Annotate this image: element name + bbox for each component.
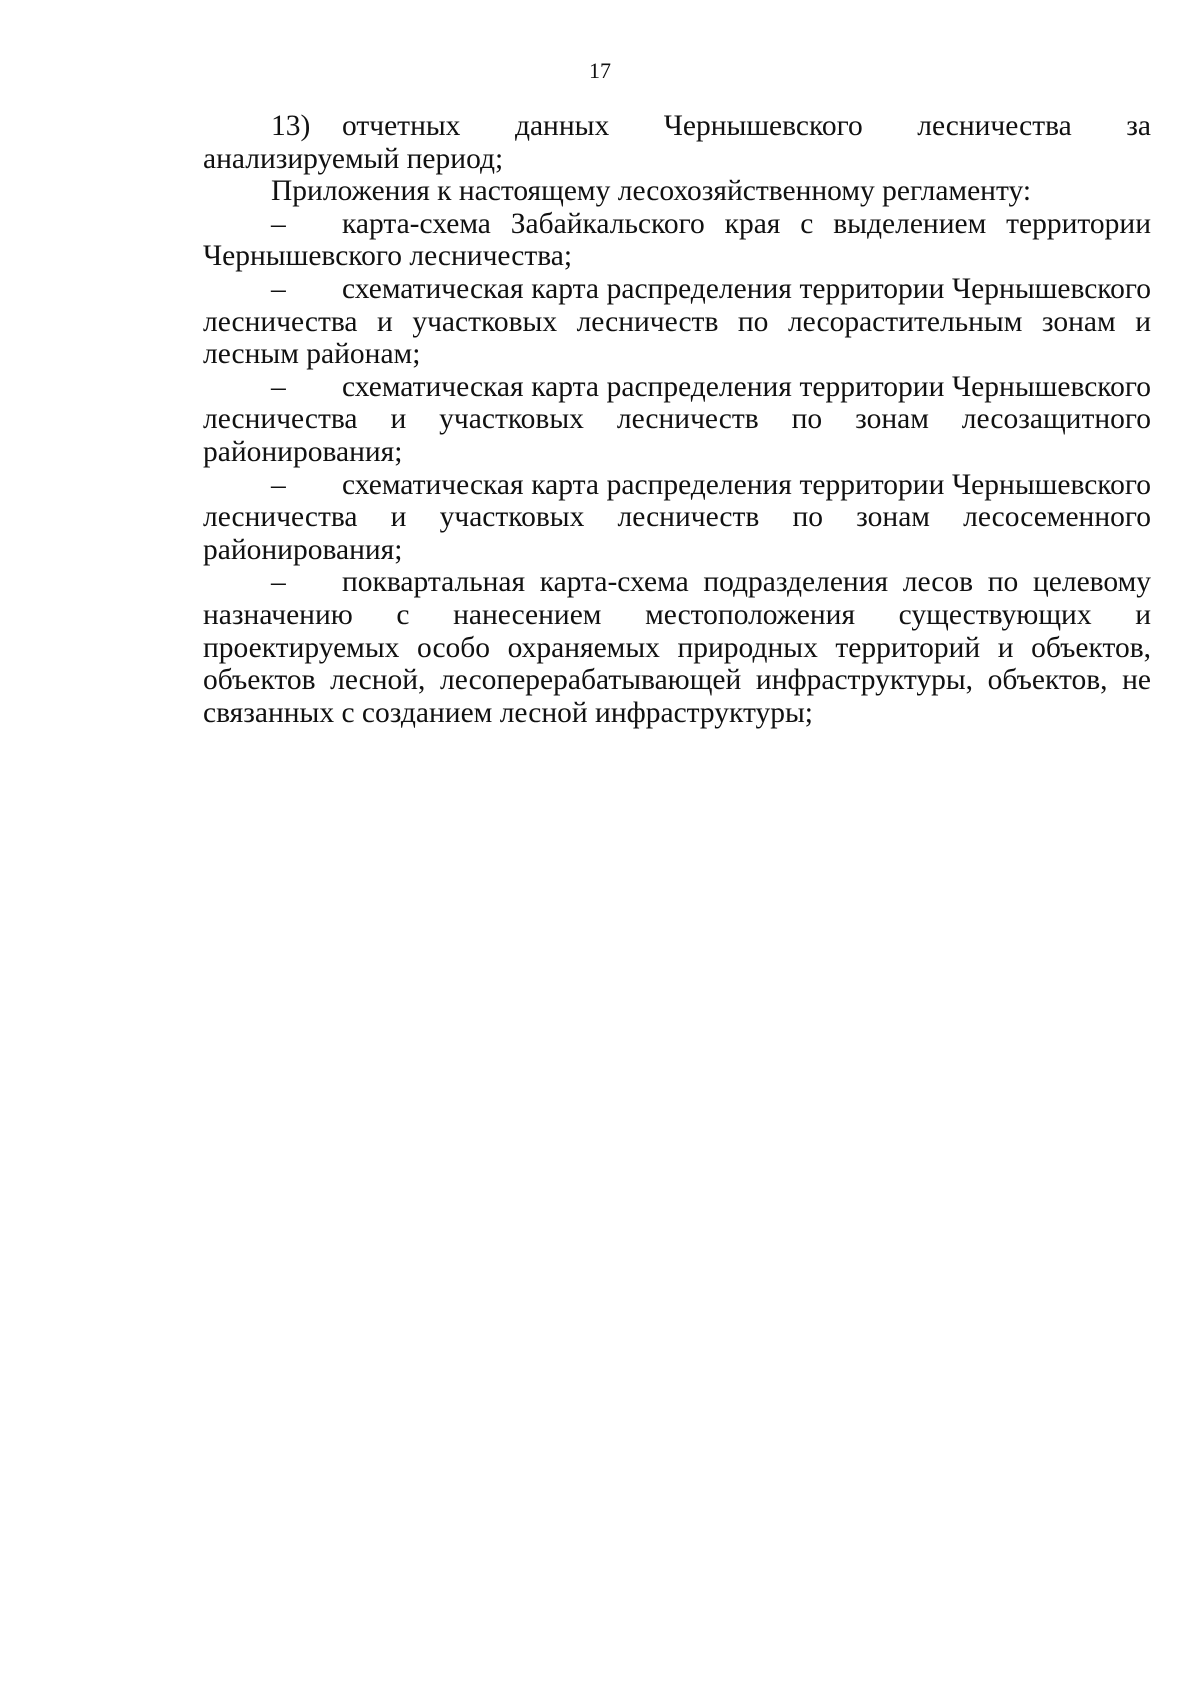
appendix-item-1: [203, 208, 1151, 273]
appendix-item-text: схематическая карта распределения территории Чернышевского лесничества и участковых лесничеств по зонам лесосеменного районирования;: [203, 468, 1151, 566]
appendix-item-text: схематическая карта распределения территории Чернышевского лесничества и участковых лесничеств по лесорастительным зонам и лесным районам;: [203, 272, 1151, 371]
dash-marker: –: [271, 207, 286, 240]
item-13-text: отчетных данных Чернышевского лесничества за анализируемый период;: [203, 110, 1151, 175]
dash-marker: –: [271, 272, 286, 305]
appendix-item-text: поквартальная карта-схема подразделения лесов по целевому назначению с нанесением местоположения существующих и проектируемых особо охраняемых природных территорий и объектов, объектов лесной, лесоперерабатывающей инфраструктуры, объектов, не связанных с созданием лесной инфраструктуры;: [203, 566, 1151, 729]
item-13: [203, 110, 1151, 175]
appendix-heading: Приложения к настоящему лесохозяйственному регламенту:: [271, 175, 1032, 208]
appendix-item-text: карта-схема Забайкальского края с выделением территории Чернышевского лесничества;: [203, 207, 1151, 273]
appendix-item-text: схематическая карта распределения территории Чернышевского лесничества и участковых лесничеств по зонам лесозащитного районирования;: [203, 370, 1151, 468]
page-number: 17: [589, 58, 611, 83]
dash-marker: –: [271, 468, 286, 501]
document-body: [203, 110, 1151, 729]
dash-marker: –: [271, 566, 286, 599]
dash-marker: –: [271, 370, 286, 403]
item-13-label: 13): [271, 110, 311, 142]
appendix-item-2: [203, 273, 1151, 371]
appendix-item-3: [203, 371, 1151, 469]
appendix-item-4: [203, 469, 1151, 567]
appendix-item-5: [203, 566, 1151, 729]
